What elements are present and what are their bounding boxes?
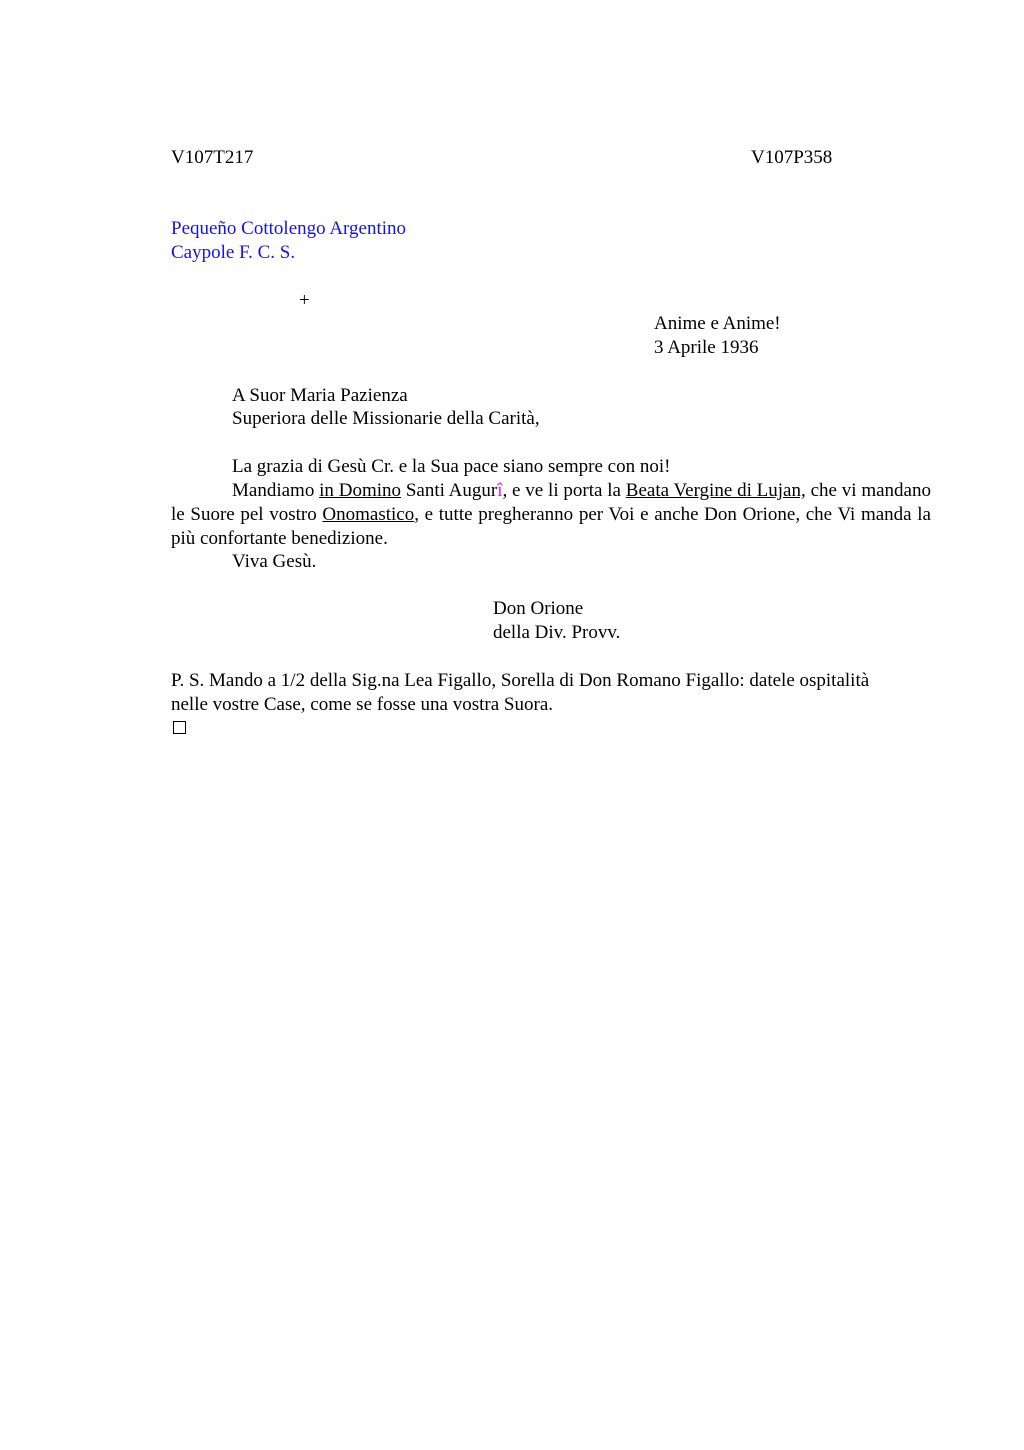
addressee-title: Superiora delle Missionarie della Carità, [232, 408, 540, 429]
underlined-in-domino: in Domino [319, 480, 402, 501]
date: 3 Aprile 1936 [654, 337, 759, 358]
postscript: P. S. Mando a 1/2 della Sig.na Lea Figallo, Sorella di Don Romano Figallo: datele ospitalità nelle vostre Case, come se fosse una vostra Suora. [171, 670, 870, 715]
underlined-beata-vergine: Beata Vergine di Lujan, [625, 480, 806, 501]
motto: Anime e Anime! [654, 313, 781, 334]
end-box-icon [173, 721, 186, 734]
cross-mark: + [299, 290, 310, 311]
main-text-a: Mandiamo [232, 480, 320, 501]
signature-name: Don Orione [493, 598, 584, 619]
underlined-onomastico: Onomastico [322, 504, 415, 525]
archive-code-right: V107P358 [751, 147, 833, 168]
main-text-b: Santi Augur [401, 480, 498, 501]
main-text-e: , e tutte pregheranno per Voi e anche Don Orione, che Vi manda la più confortante benedizione. [171, 504, 931, 549]
main-text-c: , e ve li porta la [502, 480, 626, 501]
closing: Viva Gesù. [232, 551, 317, 572]
addressee-name: A Suor Maria Pazienza [232, 385, 408, 406]
greeting: La grazia di Gesù Cr. e la Sua pace siano sempre con noi! [232, 456, 671, 477]
main-text-d: che vi mandano le Suore pel vostro [171, 480, 931, 525]
main-paragraph [171, 479, 931, 551]
highlighted-char: î [497, 480, 503, 501]
letterhead-line-1: Pequeño Cottolengo Argentino [171, 218, 407, 239]
letterhead-line-2: Caypole F. C. S. [171, 242, 296, 263]
archive-code-left: V107T217 [171, 147, 254, 168]
signature-title: della Div. Provv. [493, 622, 621, 643]
